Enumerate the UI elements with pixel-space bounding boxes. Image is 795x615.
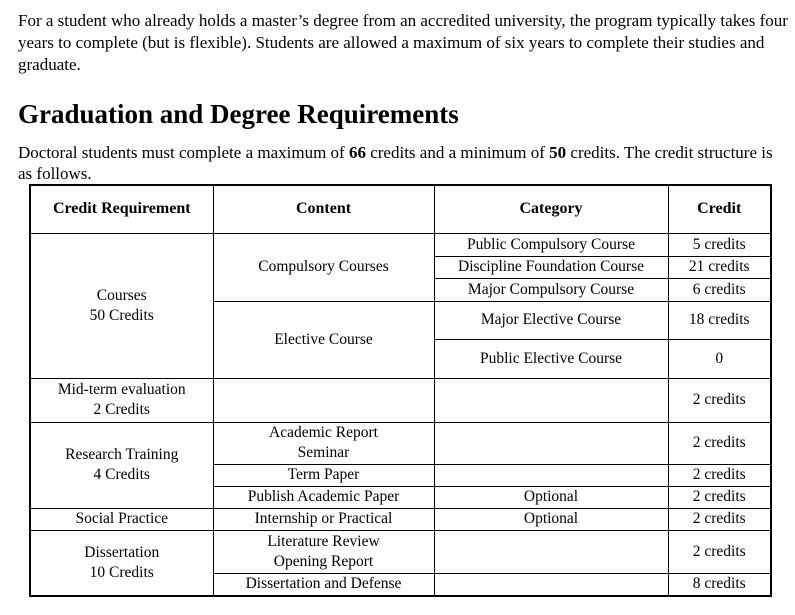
empty-cell <box>213 378 434 422</box>
credit-cell: 2 credits <box>668 486 771 508</box>
empty-cell <box>434 378 668 422</box>
credit-cell: 18 credits <box>668 301 771 339</box>
empty-cell <box>434 464 668 486</box>
elective-course-cell: Elective Course <box>213 301 434 378</box>
credit-structure-table <box>29 184 772 597</box>
table-header-row <box>30 185 771 233</box>
content-cell: Literature Review Opening Report <box>213 530 434 573</box>
header-credit: Credit <box>668 185 771 233</box>
credit-cell: 0 <box>668 339 771 378</box>
table-row <box>30 508 771 530</box>
empty-cell <box>434 573 668 596</box>
content-cell: Dissertation and Defense <box>213 573 434 596</box>
empty-cell <box>434 422 668 464</box>
credit-cell: 5 credits <box>668 233 771 256</box>
dissertation-cell: Dissertation 10 Credits <box>30 530 213 596</box>
research-training-cell: Research Training 4 Credits <box>30 422 213 508</box>
max-credits: 66 <box>348 143 366 162</box>
empty-cell <box>434 530 668 573</box>
category-cell: Major Elective Course <box>434 301 668 339</box>
min-credits: 50 <box>549 143 567 162</box>
credit-cell: 6 credits <box>668 278 771 301</box>
social-practice-cell: Social Practice <box>30 508 213 530</box>
content-cell: Publish Academic Paper <box>213 486 434 508</box>
content-cell: Internship or Practical <box>213 508 434 530</box>
credit-cell: 21 credits <box>668 256 771 278</box>
category-cell: Optional <box>434 508 668 530</box>
lead-text-3: credits. The credit structure is as follows. <box>18 143 773 183</box>
content-cell: Term Paper <box>213 464 434 486</box>
category-cell: Public Compulsory Course <box>434 233 668 256</box>
lead-text-1: Doctoral students must complete a maximum of <box>18 143 349 162</box>
credit-cell: 2 credits <box>668 530 771 573</box>
compulsory-courses-cell: Compulsory Courses <box>213 233 434 301</box>
table-row <box>30 422 771 464</box>
credit-cell: 2 credits <box>668 464 771 486</box>
credit-cell: 2 credits <box>668 378 771 422</box>
table-row <box>30 233 771 256</box>
section-heading: Graduation and Degree Requirements <box>18 99 459 129</box>
table-row <box>30 378 771 422</box>
credit-cell: 8 credits <box>668 573 771 596</box>
category-cell: Optional <box>434 486 668 508</box>
header-category: Category <box>434 185 668 233</box>
credit-cell: 2 credits <box>668 422 771 464</box>
header-content: Content <box>213 185 434 233</box>
credit-cell: 2 credits <box>668 508 771 530</box>
category-cell: Discipline Foundation Course <box>434 256 668 278</box>
header-credit-requirement: Credit Requirement <box>30 185 213 233</box>
courses-cell: Courses 50 Credits <box>30 233 213 378</box>
content-cell: Academic Report Seminar <box>213 422 434 464</box>
category-cell: Major Compulsory Course <box>434 278 668 301</box>
midterm-cell: Mid-term evaluation 2 Credits <box>30 378 213 422</box>
intro-paragraph: For a student who already holds a master’s degree from an accredited university, the program typically takes four years to complete (but is flexible). Students are allowed a maximum of six years to complete their studies and graduate. <box>18 11 788 74</box>
table-row <box>30 530 771 573</box>
lead-paragraph <box>18 142 790 184</box>
category-cell: Public Elective Course <box>434 339 668 378</box>
lead-text-2: credits and a minimum of <box>365 143 550 162</box>
